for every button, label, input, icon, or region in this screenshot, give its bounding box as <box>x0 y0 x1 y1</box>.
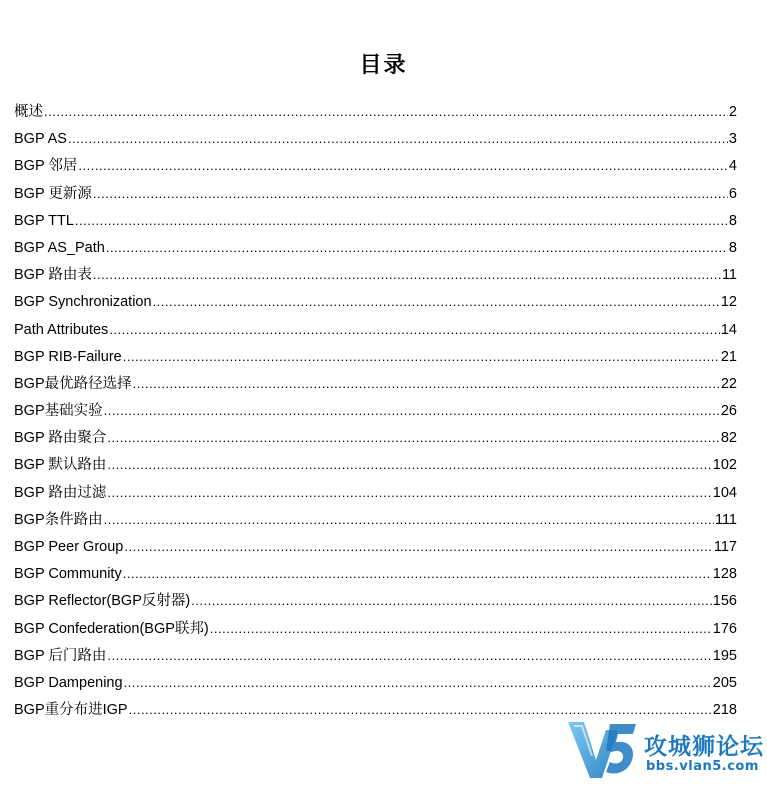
toc-entry-page: 11 <box>721 267 737 284</box>
toc-leader-dots <box>106 234 728 261</box>
toc-entry-label: BGP 后门路由 <box>14 647 107 664</box>
toc-entry-page: 6 <box>728 185 737 202</box>
toc-entry-label: BGP Synchronization <box>14 294 152 311</box>
toc-entry[interactable] <box>14 397 737 424</box>
toc-entry-label: BGP TTL <box>14 212 74 229</box>
toc-leader-dots <box>123 560 712 587</box>
toc-leader-dots <box>93 180 728 207</box>
toc-leader-dots <box>109 316 720 343</box>
toc-entry-page: 26 <box>720 403 737 420</box>
toc-leader-dots <box>124 669 712 696</box>
toc-leader-dots <box>123 343 720 370</box>
toc-entry[interactable] <box>14 207 737 234</box>
toc-leader-dots <box>68 125 728 152</box>
toc-entry-page: 117 <box>713 539 737 555</box>
toc-entry[interactable] <box>14 98 737 125</box>
watermark <box>566 716 767 785</box>
toc-leader-dots <box>107 424 719 451</box>
toc-entry-label: BGP 默认路由 <box>14 457 107 474</box>
toc-entry[interactable] <box>14 370 737 397</box>
toc-entry-page: 21 <box>720 348 737 365</box>
toc-entry-label: BGP Community <box>14 566 122 583</box>
toc-entry[interactable] <box>14 343 737 370</box>
toc-entry-page: 8 <box>728 212 737 229</box>
toc-entry[interactable] <box>14 479 737 506</box>
toc-entry-label: BGP 更新源 <box>14 185 92 202</box>
toc-entry-page: 218 <box>712 702 737 719</box>
toc-entry-label: BGP 路由聚合 <box>14 430 107 447</box>
toc-entry-label: BGP AS_Path <box>14 239 105 256</box>
toc-entry-label: BGP 路由过滤 <box>14 484 107 501</box>
toc-entry[interactable] <box>14 424 737 451</box>
toc-leader-dots <box>78 152 728 179</box>
toc-leader-dots <box>107 451 711 478</box>
toc-entry-page: 104 <box>712 484 737 501</box>
toc-entry-label: BGP最优路径选择 <box>14 375 132 392</box>
toc-entry[interactable] <box>14 615 737 642</box>
toc-leader-dots <box>133 370 720 397</box>
toc-entry[interactable] <box>14 234 737 261</box>
toc-entry-label: BGP 邻居 <box>14 158 78 175</box>
toc-entry-label: BGP AS <box>14 131 67 148</box>
toc-leader-dots <box>191 587 712 614</box>
toc-leader-dots <box>104 506 714 533</box>
toc-entry[interactable] <box>14 180 737 207</box>
toc-entry-page: 195 <box>712 647 737 664</box>
toc-entry-page: 102 <box>712 457 737 474</box>
toc-entry-page: 12 <box>720 294 737 311</box>
toc-entry-label: BGP条件路由 <box>14 511 103 528</box>
toc-entry[interactable] <box>14 587 737 614</box>
toc-entry-page: 4 <box>728 158 737 175</box>
toc-entry-page: 111 <box>714 511 737 528</box>
watermark-name: 攻城狮论坛 <box>644 734 764 760</box>
toc-leader-dots <box>44 98 728 125</box>
toc-entry[interactable] <box>14 506 737 533</box>
v5-logo-icon <box>566 716 638 782</box>
toc-entry[interactable] <box>14 642 737 669</box>
toc-entry-page: 205 <box>712 674 737 691</box>
watermark-url[interactable]: bbs.vlan5.com <box>646 759 759 774</box>
toc-entry-label: 概述 <box>14 104 43 120</box>
toc-entry[interactable] <box>14 288 737 315</box>
toc-entry-label: BGP Confederation(BGP联邦) <box>14 620 209 637</box>
toc-leader-dots <box>104 397 720 424</box>
toc-entry-label: BGP RIB-Failure <box>14 348 122 365</box>
toc-entry-page: 2 <box>728 104 737 120</box>
toc-leader-dots <box>210 615 712 642</box>
toc-entry-label: BGP Peer Group <box>14 539 124 555</box>
toc-entry[interactable] <box>14 451 737 478</box>
toc-entry-page: 8 <box>728 239 737 256</box>
toc-leader-dots <box>75 207 728 234</box>
toc-leader-dots <box>153 288 720 315</box>
page-title: 目录 <box>359 53 408 78</box>
toc-entry-page: 82 <box>720 430 737 447</box>
toc-entry-page: 176 <box>712 620 737 637</box>
toc-entry-page: 22 <box>720 375 737 392</box>
toc-entry[interactable] <box>14 316 737 343</box>
toc-entry-page: 128 <box>712 566 737 583</box>
toc-leader-dots <box>107 479 711 506</box>
toc-leader-dots <box>93 261 721 288</box>
toc-leader-dots <box>107 642 711 669</box>
toc-entry-page: 3 <box>728 131 737 148</box>
toc-entry-page: 156 <box>712 593 737 610</box>
toc-entry-page: 14 <box>720 321 737 338</box>
toc-entry-label: BGP重分布进IGP <box>14 702 128 719</box>
toc-entry-label: BGP Dampening <box>14 674 123 691</box>
toc-entry-label: BGP Reflector(BGP反射器) <box>14 593 191 610</box>
toc-entry-label: Path Attributes <box>14 321 109 338</box>
toc-leader-dots <box>124 533 713 560</box>
toc-entry[interactable] <box>14 669 737 696</box>
toc-entry-label: BGP基础实验 <box>14 403 103 420</box>
toc-entry[interactable] <box>14 533 737 560</box>
toc-entry[interactable] <box>14 125 737 152</box>
toc-entry[interactable] <box>14 152 737 179</box>
toc-entry-label: BGP 路由表 <box>14 267 92 284</box>
toc-entry[interactable] <box>14 261 737 288</box>
table-of-contents <box>14 98 737 723</box>
toc-entry[interactable] <box>14 560 737 587</box>
